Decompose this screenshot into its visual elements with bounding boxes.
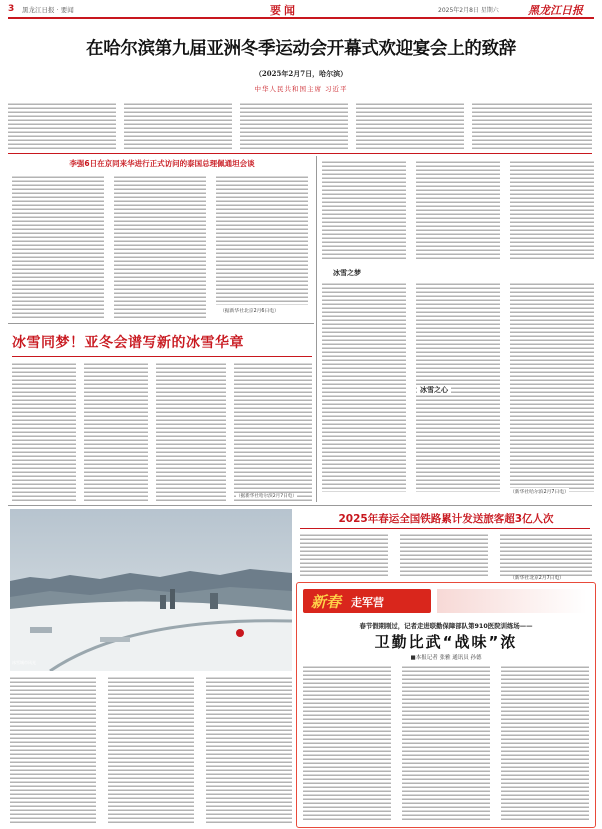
page-number: 3 bbox=[8, 4, 15, 14]
cold-article-credit: （新华社哈尔滨2月7日电） bbox=[510, 490, 569, 495]
rail-article-title: 2025年春运全国铁路累计发送旅客超3亿人次 bbox=[338, 513, 554, 525]
cold-section-label-2: 冰雪之心 bbox=[417, 385, 451, 395]
header-rule bbox=[8, 17, 594, 19]
cold-section-label-1: 冰雪之梦 bbox=[330, 268, 364, 278]
rail-article-credit: （新华社北京2月7日电） bbox=[510, 576, 565, 581]
thai-article-body bbox=[12, 175, 308, 320]
cold-article-body bbox=[322, 160, 594, 502]
speech-body bbox=[8, 102, 592, 150]
rail-article-body bbox=[300, 533, 592, 578]
section-title: 要闻 bbox=[270, 4, 298, 17]
winter-article-credit: （据新华社哈尔滨2月7日电） bbox=[236, 494, 297, 499]
feature-title: 卫勤比武“战味”浓 bbox=[374, 633, 518, 651]
feature-byline: ■本报记者 张雅 通讯员 孙德 bbox=[410, 655, 482, 661]
headline-dateline: （2025年2月7日，哈尔滨） bbox=[254, 69, 348, 78]
main-headline: 在哈尔滨第九届亚洲冬季运动会开幕式欢迎宴会上的致辞 bbox=[86, 39, 516, 59]
headline-byline: 中华人民共和国主席 习近平 bbox=[254, 85, 348, 93]
feature-banner-decoration bbox=[437, 589, 587, 613]
feature-box bbox=[296, 582, 596, 828]
issue-date: 2025年2月8日 星期六 bbox=[438, 7, 499, 14]
feature-body bbox=[303, 665, 589, 821]
section-label: 黑龙江日报 · 要闻 bbox=[22, 6, 74, 14]
winter-article-body bbox=[12, 362, 312, 502]
newspaper-logo: 黑龙江日报 bbox=[528, 4, 583, 17]
city-photo-graphic bbox=[10, 509, 292, 671]
thai-article-title: 李强6日在京同来华进行正式访问的泰国总理佩通坦会谈 bbox=[69, 159, 255, 168]
winter-article-title: 冰雪同梦！亚冬会谱写新的冰雪华章 bbox=[12, 335, 244, 351]
page-header bbox=[8, 2, 594, 18]
photo-caption-body bbox=[10, 676, 292, 824]
photo-alt: 冰雪城市风光 bbox=[12, 660, 36, 665]
feature-banner bbox=[303, 589, 431, 613]
feature-banner-main: 新春 bbox=[311, 593, 342, 611]
thai-article-credit: （据新华社北京2月6日电） bbox=[220, 309, 279, 314]
feature-kicker: 春节假期刚过，记者走进联勤保障部队第910医院训练场—— bbox=[359, 622, 533, 630]
feature-banner-sub: 走军营 bbox=[351, 596, 384, 609]
city-photo bbox=[10, 509, 292, 671]
